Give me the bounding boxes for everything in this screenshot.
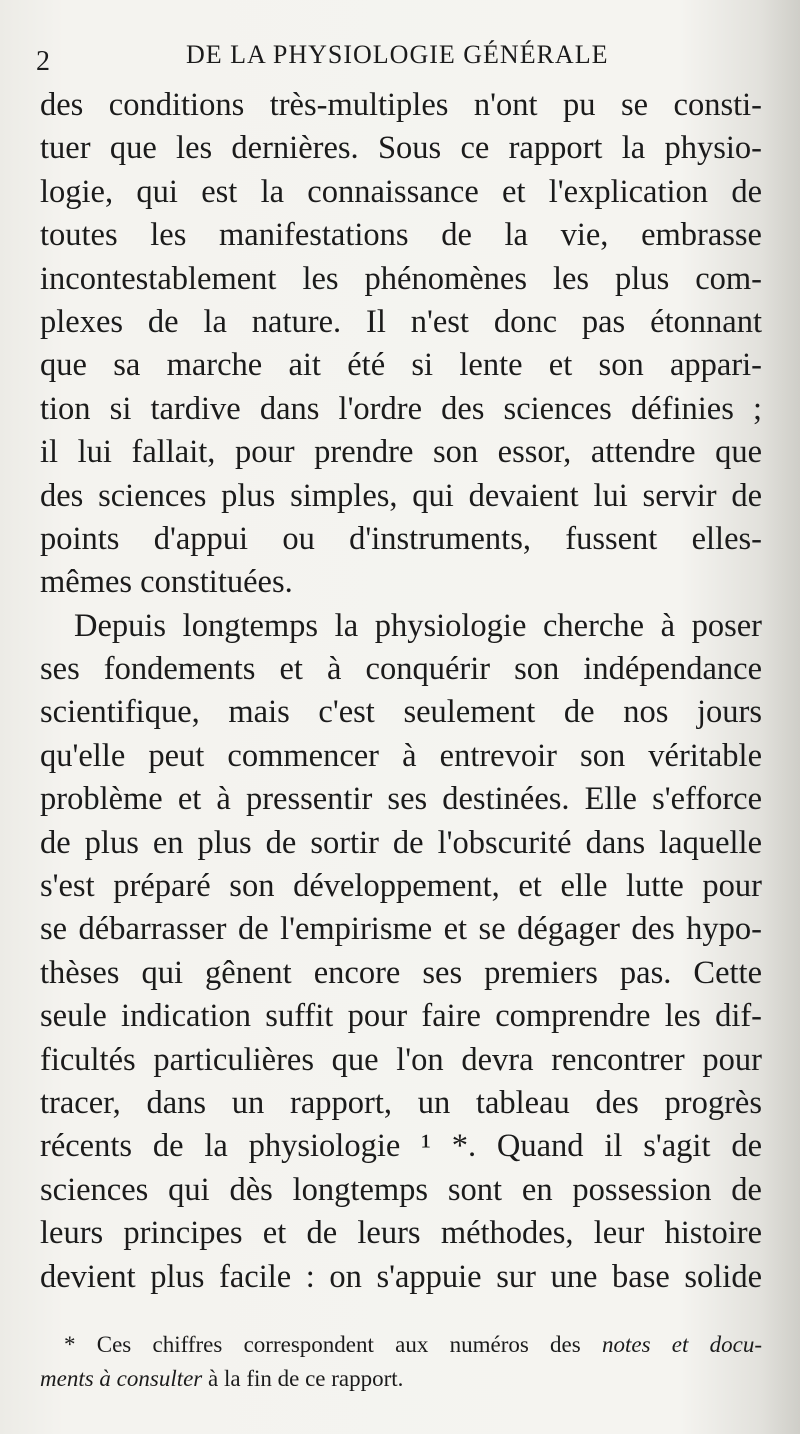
text-line: tuer que les dernières. Sous ce rapport la physio- (40, 130, 762, 167)
text-line: plexes de la nature. Il n'est donc pas étonnant (40, 303, 762, 340)
text-line: ses fondements et à conquérir son indépendance (40, 651, 762, 688)
text-line: Depuis longtemps la physiologie cherche à poser (74, 607, 762, 644)
text-line: des conditions très-multiples n'ont pu se consti- (40, 87, 762, 123)
text-line: scientifique, mais c'est seulement de nos jours (40, 694, 762, 731)
text-line: qu'elle peut commencer à entrevoir son véritable (40, 737, 762, 774)
page-header (36, 36, 766, 80)
footnote-italic-text: ments à consulter (40, 1366, 203, 1391)
footnote-text: à la fin de ce rapport. (208, 1366, 404, 1391)
text-line: mêmes constituées. (40, 564, 293, 601)
footnote-text: * Ces chiffres correspondent aux numéros des (64, 1332, 581, 1357)
text-line: incontestablement les phénomènes les plus com- (40, 260, 762, 297)
body-text (40, 84, 762, 1299)
text-line: ficultés particulières que l'on devra rencontrer pour (40, 1041, 762, 1078)
text-line: que sa marche ait été si lente et son appari- (40, 347, 762, 384)
text-line: leurs principes et de leurs méthodes, leur histoire (40, 1215, 762, 1252)
text-line: s'est préparé son développement, et elle lutte pour (40, 868, 762, 905)
footnote-italic-text: notes et docu- (601, 1332, 763, 1357)
text-line: de plus en plus de sortir de l'obscurité dans laquelle (40, 824, 762, 861)
footnote (40, 1328, 762, 1396)
page-number: 2 (36, 46, 50, 77)
text-line: récents de la physiologie ¹ *. Quand il s'agit de (40, 1128, 762, 1165)
text-line: problème et à pressentir ses destinées. Elle s'efforce (40, 781, 762, 818)
footnote-line (40, 1362, 762, 1396)
text-line: des sciences plus simples, qui devaient lui servir de (40, 477, 762, 514)
text-line: tion si tardive dans l'ordre des sciences définies ; (40, 390, 762, 427)
text-line: toutes les manifestations de la vie, embrasse (40, 217, 762, 254)
running-title: DE LA PHYSIOLOGIE GÉNÉRALE (186, 40, 609, 69)
text-line: tracer, dans un rapport, un tableau des progrès (40, 1084, 762, 1121)
footnote-line (40, 1328, 762, 1362)
text-line: points d'appui ou d'instruments, fussent elles- (40, 520, 762, 557)
text-line: se débarrasser de l'empirisme et se dégager des hypo- (40, 911, 762, 948)
text-line: thèses qui gênent encore ses premiers pas. Cette (40, 954, 762, 991)
text-line: logie, qui est la connaissance et l'explication de (40, 173, 762, 210)
text-line: seule indication suffit pour faire comprendre les dif- (40, 998, 762, 1035)
text-line: il lui fallait, pour prendre son essor, attendre que (40, 434, 762, 471)
text-line: devient plus facile : on s'appuie sur une base solide (40, 1258, 762, 1295)
text-line: sciences qui dès longtemps sont en possession de (40, 1171, 762, 1208)
